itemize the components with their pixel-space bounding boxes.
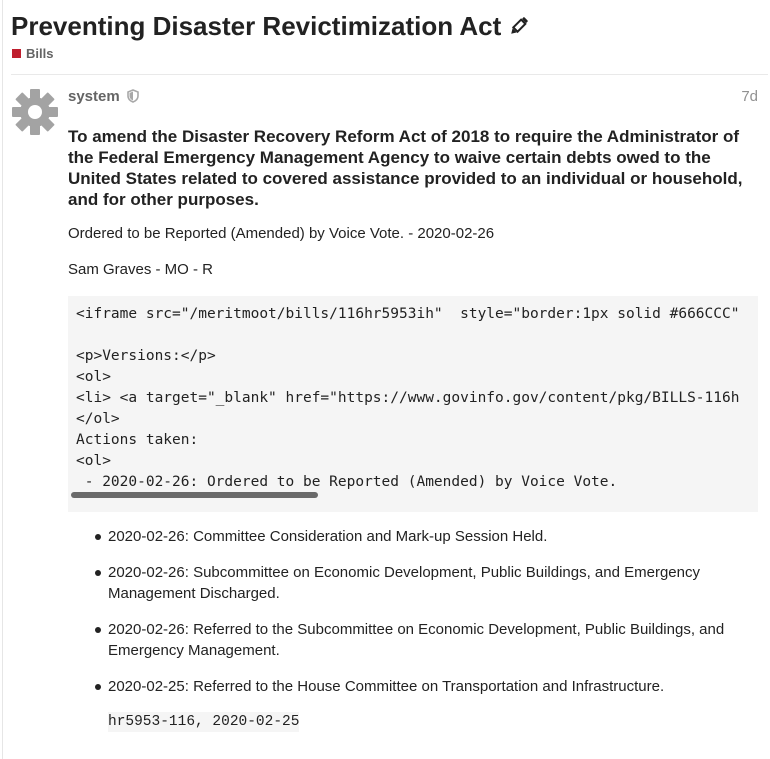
code-line: <ol> [76, 369, 111, 385]
code-line: <li> <a target="_blank" href="https://www.govinfo.gov/content/pkg/BILLS-116h [76, 390, 740, 406]
category-label: Bills [26, 46, 54, 61]
post-body [68, 126, 758, 732]
gear-icon [11, 88, 59, 136]
bill-id-code: hr5953-116, 2020-02-25 [108, 714, 300, 730]
left-border [2, 0, 3, 759]
pencil-icon[interactable] [508, 15, 530, 37]
post-meta [68, 88, 758, 108]
bill-sponsor: Sam Graves - MO - R [68, 261, 214, 278]
title-row [11, 10, 530, 42]
bill-summary: To amend the Disaster Recovery Reform Act of 2018 to require the Administrator of the Federal Emergency Management Agency to waive certain debts owed to the United States related to covered assistance provided to an individual or household, and for other purposes. [68, 127, 743, 209]
code-line: <ol> [76, 453, 111, 469]
category-badge[interactable] [12, 46, 53, 61]
list-item: 2020-02-26: Subcommittee on Economic Development, Public Buildings, and Emergency Management Discharged. [108, 562, 758, 604]
code-line: <p>Versions:</p> [76, 348, 216, 364]
list-item: 2020-02-26: Referred to the Subcommittee on Economic Development, Public Buildings, and Emergency Management. [108, 619, 758, 661]
actions-list [68, 526, 758, 697]
horizontal-scrollbar[interactable] [71, 492, 318, 498]
code-line: - 2020-02-26: Ordered to be Reported (Amended) by Voice Vote. [76, 474, 618, 490]
code-block[interactable] [68, 296, 758, 512]
list-item: 2020-02-25: Referred to the House Committee on Transportation and Infrastructure. [108, 676, 758, 697]
code-content [68, 296, 758, 493]
title-divider [11, 74, 768, 75]
topic-title[interactable]: Preventing Disaster Revictimization Act [11, 11, 502, 41]
code-line: <iframe src="/meritmoot/bills/116hr5953ih" style="border:1px solid #666CCC" [76, 306, 740, 322]
username[interactable]: system [68, 88, 120, 105]
shield-icon [127, 89, 139, 103]
list-item: 2020-02-26: Committee Consideration and Mark-up Session Held. [108, 526, 758, 547]
code-line: </ol> [76, 411, 120, 427]
post-date[interactable]: 7d [741, 88, 758, 105]
category-color-square [12, 49, 21, 58]
code-line: Actions taken: [76, 432, 199, 448]
bill-status: Ordered to be Reported (Amended) by Voice Vote. - 2020-02-26 [68, 225, 495, 242]
avatar[interactable] [11, 88, 59, 136]
